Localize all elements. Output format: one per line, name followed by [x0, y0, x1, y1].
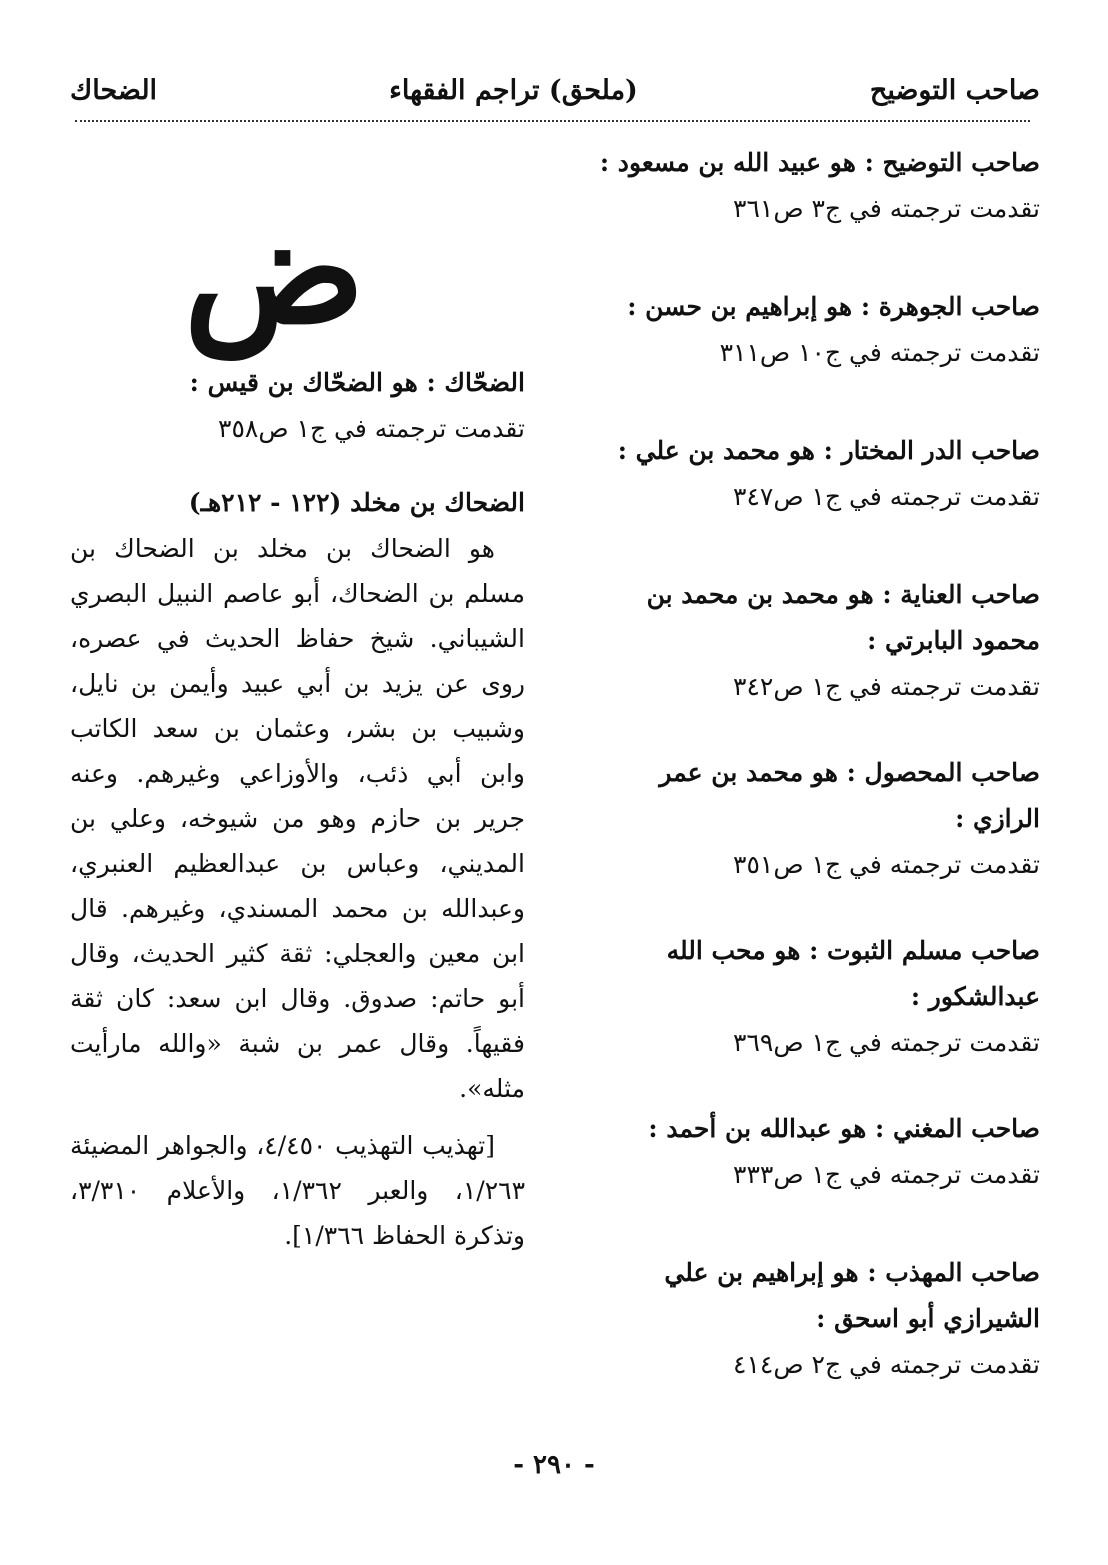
- entry-sahib-durr: [585, 428, 1040, 520]
- entry-reference: تقدمت ترجمته في ج٣ ص٣٦١: [733, 194, 1040, 223]
- entry-heading: الضحّاك : هو الضحّاك بن قيس :: [189, 368, 525, 397]
- entry-sahib-muhadhdhab: [585, 1250, 1040, 1388]
- entry-heading: صاحب المهذب : هو إبراهيم بن علي الشيرازي أبو اسحق :: [664, 1258, 1040, 1333]
- entry-sahib-mughni: [585, 1106, 1040, 1198]
- entry-reference: تقدمت ترجمته في ج١ ص٣٤٢: [733, 672, 1040, 701]
- entry-reference: تقدمت ترجمته في ج١ ص٣٥٨: [218, 414, 525, 443]
- entry-dahhak-makhlad: [70, 480, 525, 1258]
- entry-heading: صاحب الدر المختار : هو محمد بن علي :: [617, 436, 1040, 465]
- header-dotted-rule: [75, 120, 1030, 122]
- entry-biography: هو الضحاك بن مخلد بن الضحاك بن مسلم بن الضحاك، أبو عاصم النبيل البصري الشيباني. شيخ حفاظ الحديث في عصره، روى عن يزيد بن أبي عبيد وأيمن بن نايل، وشبيب بن بشر، وعثمان بن سعد الكاتب وابن أبي ذئب، والأوزاعي وغيرهم. وعنه جرير بن حازم وهو من شيوخه، وعلي بن المديني، وعباس بن عبدالعظيم العنبري، وعبدالله بن محمد المسندي، وغيرهم. قال ابن معين والعجلي: ثقة كثير الحديث، وقال أبو حاتم: صدوق. وقال ابن سعد: كان ثقة فقيهاً. وقال عمر بن شبة «والله مارأيت مثله».: [70, 534, 525, 1103]
- entry-heading: صاحب المغني : هو عبدالله بن أحمد :: [648, 1114, 1040, 1143]
- entry-heading: صاحب المحصول : هو محمد بن عمر الرازي :: [659, 758, 1040, 833]
- section-letter: ض: [183, 182, 365, 358]
- entry-reference: تقدمت ترجمته في ج١ ص٣٥١: [733, 850, 1040, 879]
- running-header: [70, 70, 1040, 110]
- header-right-title: صاحب التوضيح: [869, 74, 1040, 106]
- entry-heading: صاحب العناية : هو محمد بن محمد بن محمود البابرتي :: [646, 580, 1040, 655]
- header-center-title: (ملحق) تراجم الفقهاء: [389, 74, 638, 106]
- entry-sahib-mahsul: [585, 750, 1040, 888]
- entry-dahhak-qays: [70, 360, 525, 452]
- entry-reference: تقدمت ترجمته في ج١ ص٣٤٧: [733, 482, 1040, 511]
- entry-sahib-jawhara: [585, 284, 1040, 376]
- entry-reference: تقدمت ترجمته في ج٢ ص٤١٤: [733, 1350, 1040, 1379]
- entry-reference: تقدمت ترجمته في ج١٠ ص٣١١: [719, 338, 1040, 367]
- entry-heading: صاحب مسلم الثبوت : هو محب الله عبدالشكور :: [666, 936, 1040, 1011]
- entry-sahib-tawdih: [585, 140, 1040, 232]
- entry-heading: صاحب الجوهرة : هو إبراهيم بن حسن :: [627, 292, 1040, 321]
- entry-sahib-inaya: [585, 572, 1040, 710]
- entry-citation: [تهذيب التهذيب ٤/٤٥٠، والجواهر المضيئة ١/٢٦٣، والعبر ١/٣٦٢، والأعلام ٣/٣١٠، وتذكرة الحفاظ ١/٣٦٦].: [70, 1131, 525, 1250]
- entry-heading: الضحاك بن مخلد (١٢٢ - ٢١٢هـ): [188, 488, 525, 517]
- page-number: - ٢٩٠ -: [513, 1450, 595, 1480]
- entry-reference: تقدمت ترجمته في ج١ ص٣٦٩: [733, 1028, 1040, 1057]
- right-column: [585, 140, 1040, 1428]
- entry-sahib-muslim-thubut: [585, 928, 1040, 1066]
- entry-heading: صاحب التوضيح : هو عبيد الله بن مسعود :: [599, 148, 1040, 177]
- header-left-title: الضحاك: [70, 74, 158, 106]
- entry-reference: تقدمت ترجمته في ج١ ص٣٣٣: [733, 1160, 1040, 1189]
- left-column: [70, 360, 525, 1258]
